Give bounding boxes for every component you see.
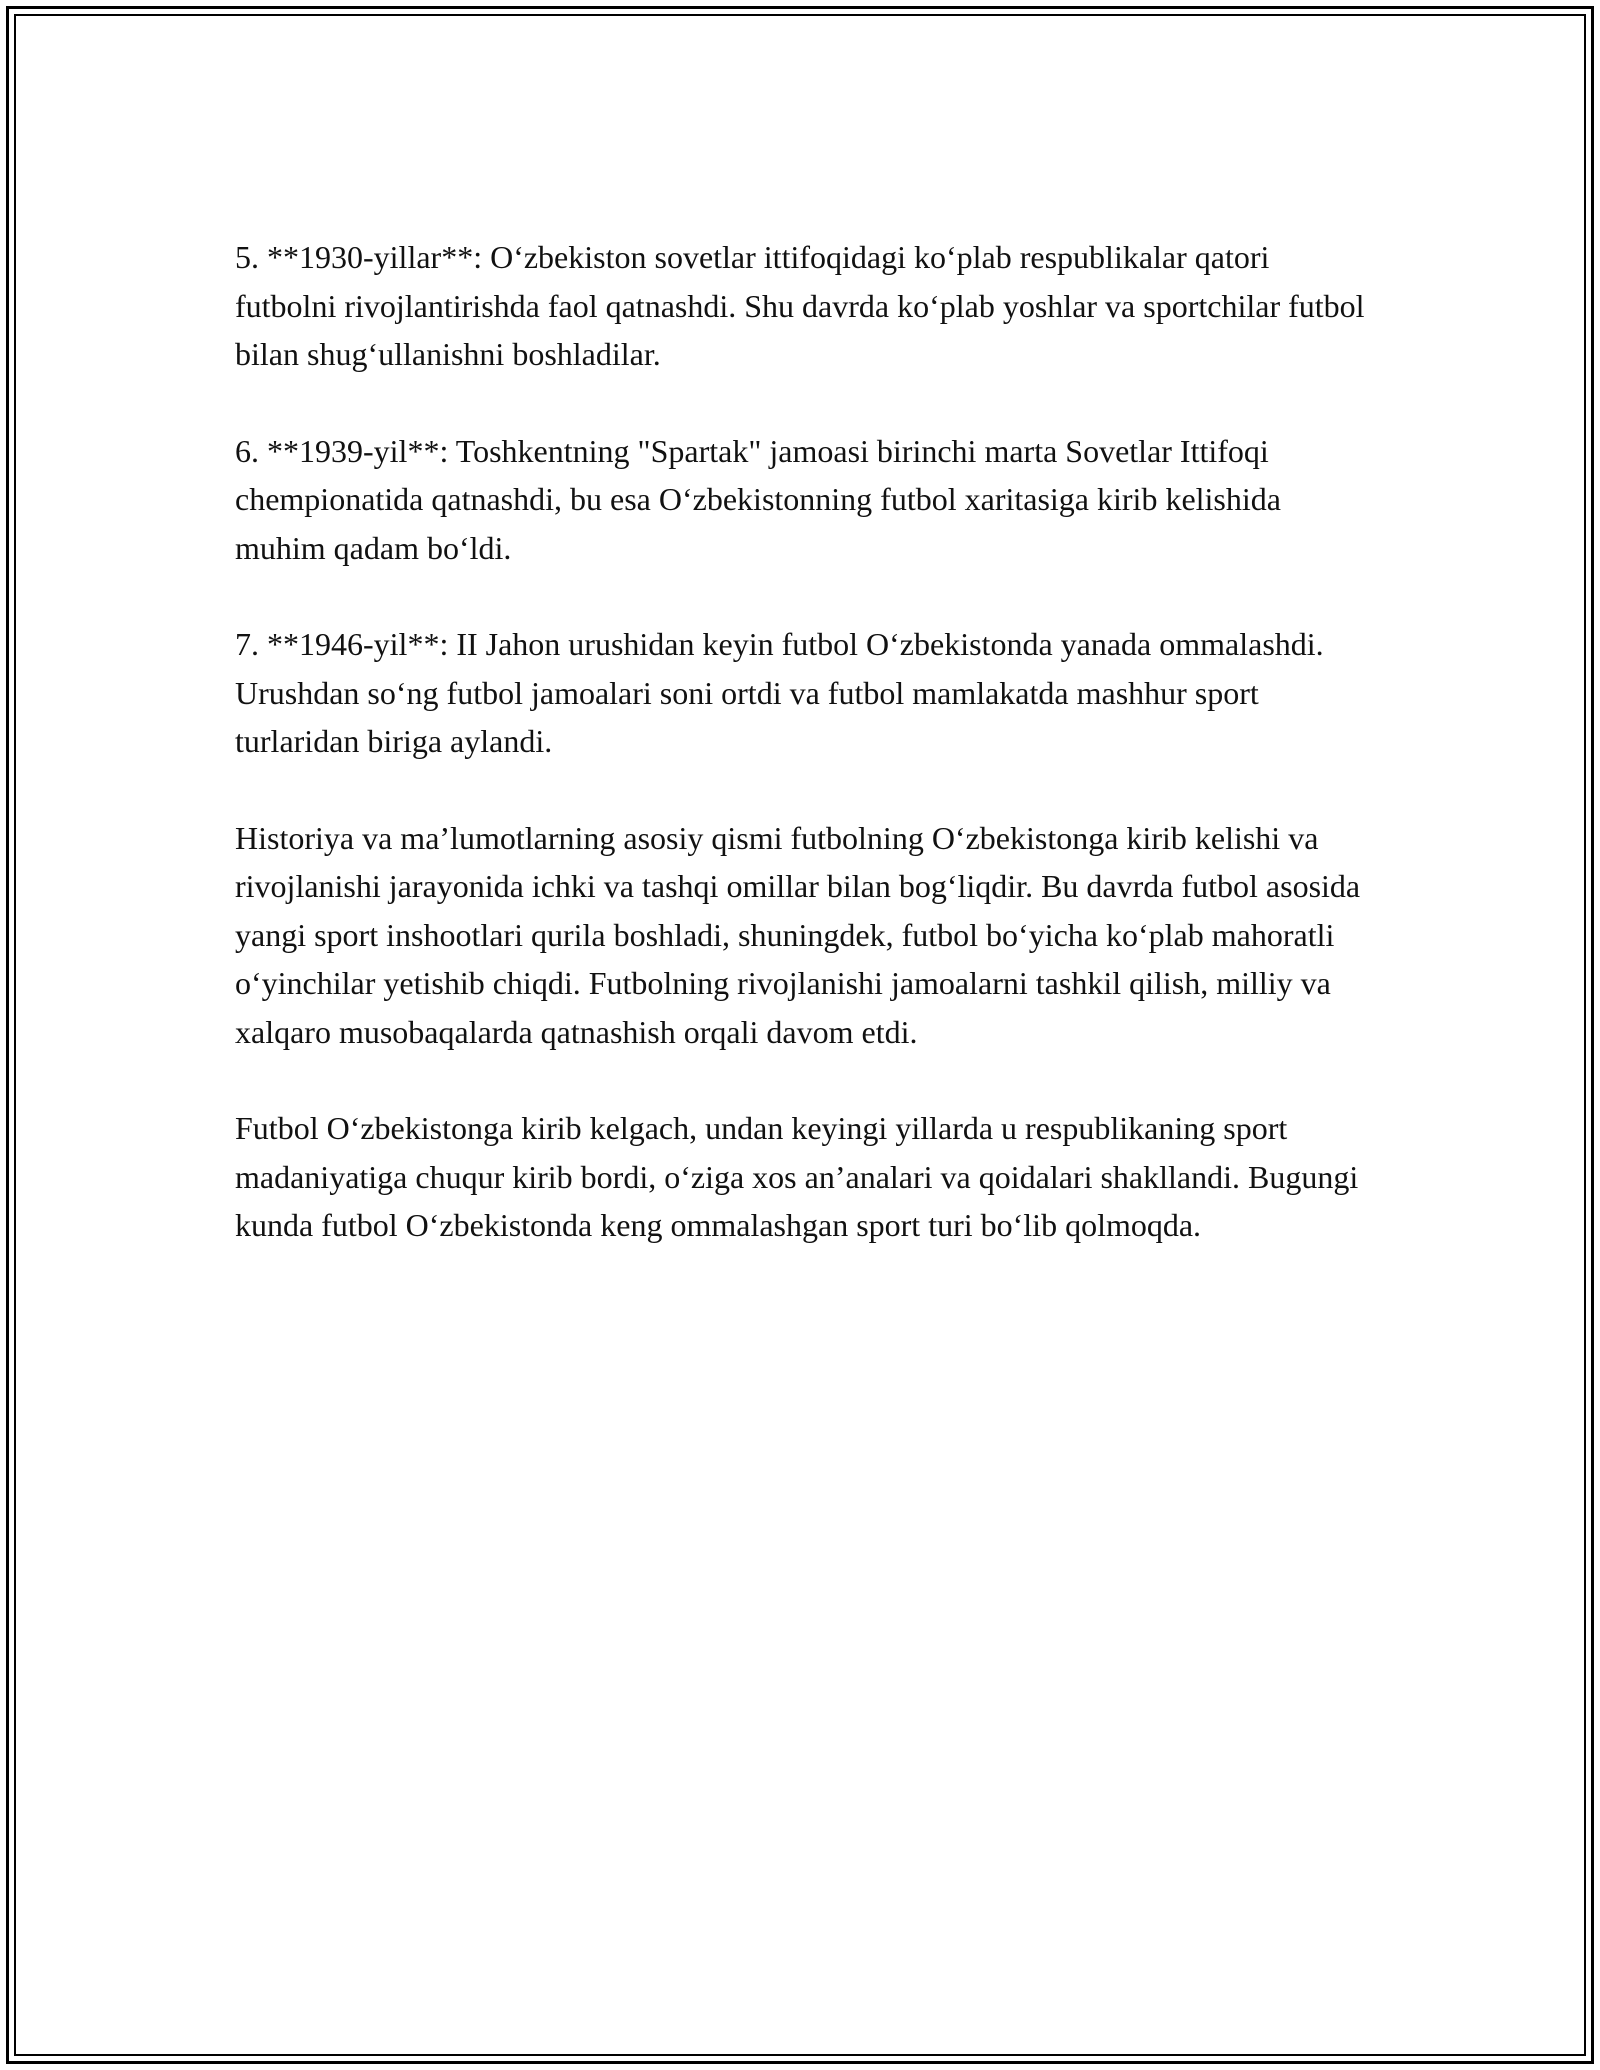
paragraph-conclusion: Futbol O‘zbekistonga kirib kelgach, undan keyingi yillarda u respublikaning sport madaniyatiga chuqur kirib bordi, o‘ziga xos an’analari va qoidalari shakllandi. Bugungi kunda futbol O‘zbekistonda keng ommalashgan sport turi bo‘lib qolmoqda. [235,1110,1359,1243]
paragraph-1930: 5. **1930-yillar**: O‘zbekiston sovetlar ittifoqidagi ko‘plab respublikalar qatori futbolni rivojlantirishda faol qatnashdi. Shu davrda ko‘plab yoshlar va sportchilar futbol bilan shug‘ullanishni boshladilar. [235,239,1365,372]
paragraph-1946: 7. **1946-yil**: II Jahon urushidan keyin futbol O‘zbekistonda yanada ommalashdi. Urushdan so‘ng futbol jamoalari soni ortdi va futbol mamlakatda mashhur sport turlaridan biriga aylandi. [235,626,1324,759]
paragraph-1939: 6. **1939-yil**: Toshkentning "Spartak" jamoasi birinchi marta Sovetlar Ittifoqi chempionatida qatnashdi, bu esa O‘zbekistonning futbol xaritasiga kirib kelishida muhim qadam bo‘ldi. [235,432,1281,566]
document-body [235,233,1370,1298]
paragraph-history: Historiya va ma’lumotlarning asosiy qismi futbolning O‘zbekistonga kirib kelishi va rivojlanishi jarayonida ichki va tashqi omillar bilan bog‘liqdir. Bu davrda futbol asosida yangi sport inshootlari qurila boshladi, shuningdek, futbol bo‘yicha ko‘plab mahoratli o‘yinchilar yetishib chiqdi. Futbolning rivojlanishi jamoalarni tashkil qilish, milliy va xalqaro musobaqalarda qatnashish orqali davom etdi. [235,819,1361,1050]
